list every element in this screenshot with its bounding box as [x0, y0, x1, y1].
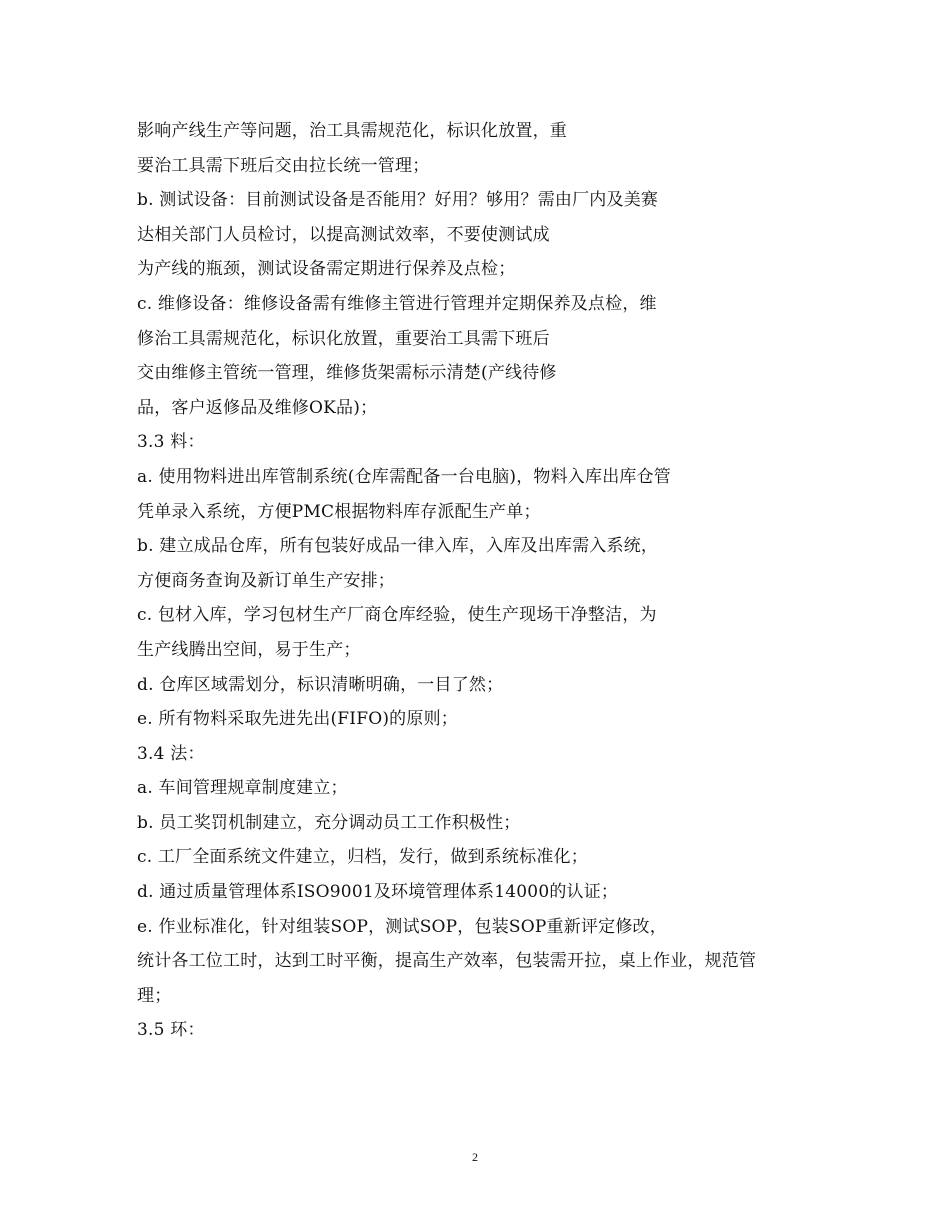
text-line: 3.5 环： — [137, 1020, 205, 1041]
text-line: e. 作业标准化，针对组装SOP，测试SOP，包装SOP重新评定修改， — [137, 916, 667, 937]
page-number: 2 — [472, 1150, 478, 1164]
document-body — [137, 114, 837, 1048]
text-line: d. 通过质量管理体系ISO9001及环境管理体系14000的认证； — [137, 882, 619, 903]
text-line: 修治工具需规范化，标识化放置，重要治工具需下班后 — [137, 328, 550, 349]
text-line: d. 仓库区域需划分，标识清晰明确，一目了然； — [137, 674, 504, 695]
text-line: b. 员工奖罚机制建立，充分调动员工工作积极性； — [137, 812, 521, 833]
text-line: 3.3 料： — [137, 432, 205, 453]
text-line: c. 工厂全面系统文件建立，归档，发行，做到系统标准化； — [137, 847, 588, 868]
text-line: 3.4 法： — [137, 743, 205, 764]
text-line: a. 车间管理规章制度建立； — [137, 778, 348, 799]
text-line: e. 所有物料采取先进先出(FIFO)的原则； — [137, 709, 458, 730]
text-line: 理； — [137, 985, 172, 1006]
text-line: 为产线的瓶颈，测试设备需定期进行保养及点检； — [137, 259, 516, 280]
text-line: 交由维修主管统一管理，维修货架需标示清楚(产线待修 — [137, 363, 557, 384]
text-line: 影响产线生产等问题，治工具需规范化，标识化放置，重 — [137, 121, 567, 141]
text-line: b. 建立成品仓库，所有包装好成品一律入库，入库及出库需入系统， — [137, 536, 659, 557]
text-line: a. 使用物料进出库管制系统(仓库需配备一台电脑)，物料入库出库仓管 — [137, 466, 672, 487]
text-line: c. 维修设备：维修设备需有维修主管进行管理并定期保养及点检，维 — [137, 293, 657, 314]
text-line: 生产线腾出空间，易于生产； — [137, 639, 361, 660]
text-line: 要治工具需下班后交由拉长统一管理； — [137, 155, 430, 176]
text-line: 统计各工位工时，达到工时平衡，提高生产效率，包装需开拉，桌上作业，规范管 — [137, 951, 757, 972]
text-line: 方便商务查询及新订单生产安排； — [137, 570, 395, 591]
text-line: 凭单录入系统，方便PMC根据物料库存派配生产单； — [137, 501, 541, 522]
text-line: c. 包材入库，学习包材生产厂商仓库经验，使生产现场干净整洁，为 — [137, 605, 657, 626]
text-line: 品，客户返修品及维修OK品)； — [137, 397, 378, 418]
text-line: b. 测试设备：目前测试设备是否能用？好用？够用？需由厂内及美赛 — [137, 190, 659, 211]
text-line: 达相关部门人员检讨，以提高测试效率，不要使测试成 — [137, 224, 550, 245]
